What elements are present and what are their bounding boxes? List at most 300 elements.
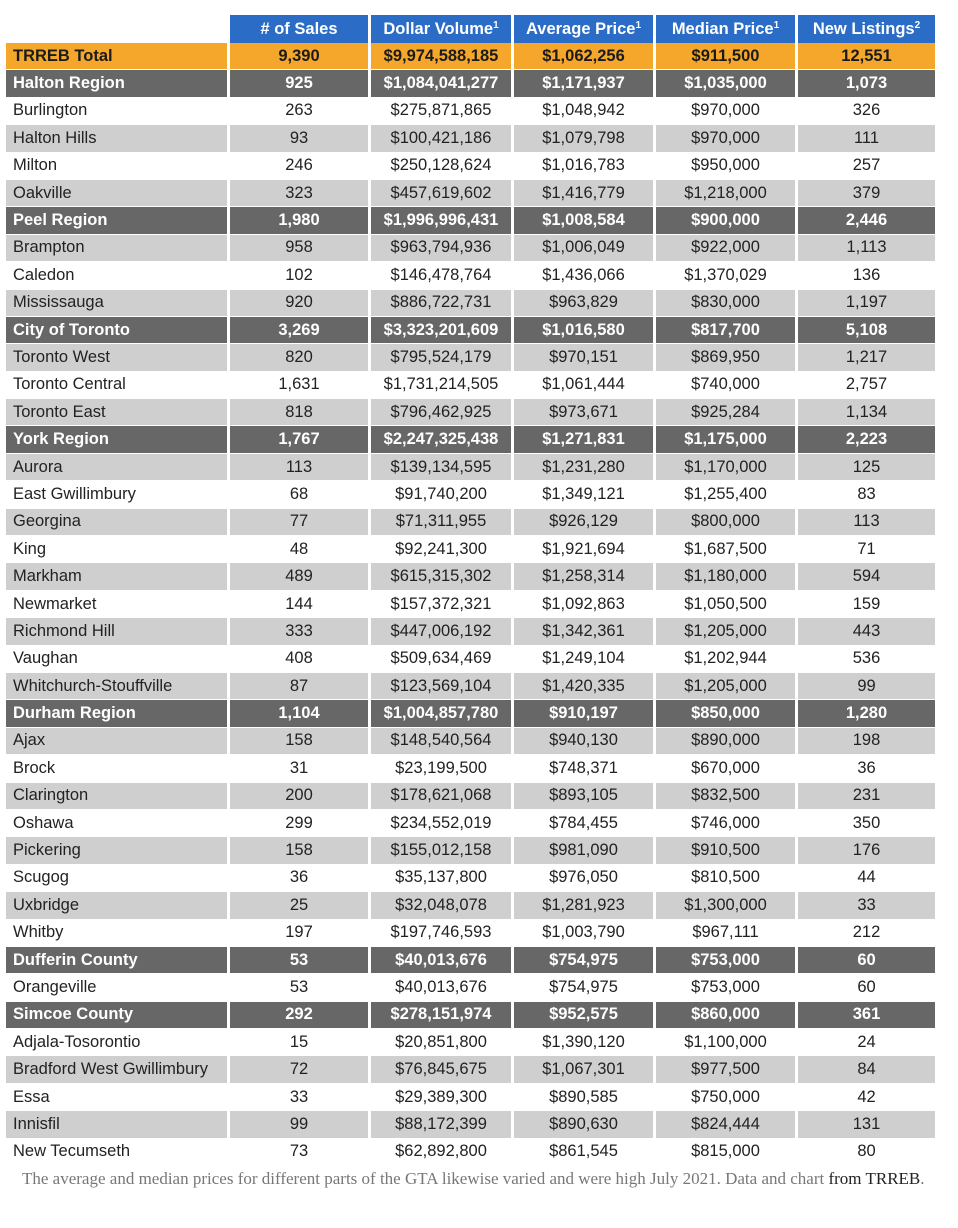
data-cell: $861,545: [514, 1139, 653, 1166]
data-cell: $76,845,675: [371, 1056, 511, 1083]
data-cell: $1,436,066: [514, 262, 653, 289]
table-row: [6, 591, 935, 618]
row-name-cell: Caledon: [6, 262, 227, 289]
row-name-cell: York Region: [6, 426, 227, 453]
data-cell: $817,700: [656, 317, 795, 344]
row-name-cell: Scugog: [6, 865, 227, 892]
data-cell: 2,223: [798, 426, 935, 453]
data-cell: 136: [798, 262, 935, 289]
table-row: [6, 728, 935, 755]
data-cell: $457,619,602: [371, 180, 511, 207]
data-cell: 1,980: [230, 207, 368, 234]
data-cell: $1,092,863: [514, 591, 653, 618]
data-cell: $925,284: [656, 399, 795, 426]
data-cell: 443: [798, 618, 935, 645]
data-cell: $23,199,500: [371, 755, 511, 782]
table-row: [6, 290, 935, 317]
data-cell: $1,281,923: [514, 892, 653, 919]
data-cell: $981,090: [514, 837, 653, 864]
data-cell: 158: [230, 728, 368, 755]
data-cell: $148,540,564: [371, 728, 511, 755]
data-cell: $1,342,361: [514, 618, 653, 645]
table-row: [6, 262, 935, 289]
data-cell: $1,205,000: [656, 618, 795, 645]
data-cell: 83: [798, 481, 935, 508]
data-cell: 60: [798, 974, 935, 1001]
data-cell: $1,006,049: [514, 235, 653, 262]
table-row: [6, 755, 935, 782]
table-row: [6, 974, 935, 1001]
data-cell: 53: [230, 947, 368, 974]
data-cell: 212: [798, 920, 935, 947]
row-name-cell: Markham: [6, 563, 227, 590]
data-cell: $754,975: [514, 974, 653, 1001]
row-name-cell: Halton Region: [6, 70, 227, 97]
sales-table: [3, 15, 938, 1166]
data-cell: $740,000: [656, 372, 795, 399]
data-cell: 292: [230, 1002, 368, 1029]
column-header-2: [371, 15, 511, 43]
data-cell: $1,271,831: [514, 426, 653, 453]
column-header-footnote: 1: [773, 19, 780, 31]
table-row: [6, 563, 935, 590]
data-cell: 1,134: [798, 399, 935, 426]
data-cell: 5,108: [798, 317, 935, 344]
data-cell: $1,079,798: [514, 125, 653, 152]
data-cell: 2,757: [798, 372, 935, 399]
data-cell: $910,500: [656, 837, 795, 864]
row-name-cell: King: [6, 536, 227, 563]
data-cell: $2,247,325,438: [371, 426, 511, 453]
data-cell: 231: [798, 783, 935, 810]
data-cell: $869,950: [656, 344, 795, 371]
header-row: [6, 15, 935, 43]
data-cell: $815,000: [656, 1139, 795, 1166]
header-corner-cell: [6, 15, 227, 43]
data-cell: $88,172,399: [371, 1111, 511, 1138]
data-cell: $1,035,000: [656, 70, 795, 97]
data-cell: 818: [230, 399, 368, 426]
data-cell: 24: [798, 1029, 935, 1056]
data-cell: $911,500: [656, 43, 795, 70]
row-name-cell: Brampton: [6, 235, 227, 262]
column-header-label: Average Price: [525, 19, 636, 38]
data-cell: 536: [798, 646, 935, 673]
row-name-cell: Durham Region: [6, 700, 227, 727]
data-cell: 159: [798, 591, 935, 618]
table-row: [6, 810, 935, 837]
data-cell: $1,218,000: [656, 180, 795, 207]
data-cell: $1,016,783: [514, 153, 653, 180]
data-cell: 125: [798, 454, 935, 481]
data-cell: $1,016,580: [514, 317, 653, 344]
region-row: [6, 947, 935, 974]
figure-caption: [22, 1167, 932, 1191]
column-header-4: [656, 15, 795, 43]
data-cell: 1,073: [798, 70, 935, 97]
data-cell: $1,255,400: [656, 481, 795, 508]
data-cell: $922,000: [656, 235, 795, 262]
data-cell: 920: [230, 290, 368, 317]
table-row: [6, 481, 935, 508]
data-cell: 99: [798, 673, 935, 700]
row-name-cell: Vaughan: [6, 646, 227, 673]
row-name-cell: New Tecumseth: [6, 1139, 227, 1166]
data-cell: 12,551: [798, 43, 935, 70]
caption-end: .: [920, 1169, 925, 1188]
data-cell: 1,280: [798, 700, 935, 727]
row-name-cell: Toronto East: [6, 399, 227, 426]
data-cell: 15: [230, 1029, 368, 1056]
data-cell: $35,137,800: [371, 865, 511, 892]
data-cell: $970,151: [514, 344, 653, 371]
table-row: [6, 618, 935, 645]
data-cell: 84: [798, 1056, 935, 1083]
data-cell: $795,524,179: [371, 344, 511, 371]
data-cell: 408: [230, 646, 368, 673]
region-row: [6, 317, 935, 344]
column-header-5: [798, 15, 935, 43]
table-row: [6, 892, 935, 919]
data-cell: $967,111: [656, 920, 795, 947]
table-row: [6, 1111, 935, 1138]
data-cell: $250,128,624: [371, 153, 511, 180]
data-cell: $1,062,256: [514, 43, 653, 70]
data-cell: $748,371: [514, 755, 653, 782]
row-name-cell: Toronto Central: [6, 372, 227, 399]
data-cell: $976,050: [514, 865, 653, 892]
row-name-cell: TRREB Total: [6, 43, 227, 70]
row-name-cell: Aurora: [6, 454, 227, 481]
region-row: [6, 207, 935, 234]
table-row: [6, 235, 935, 262]
table-row: [6, 837, 935, 864]
data-cell: $890,630: [514, 1111, 653, 1138]
data-cell: $29,389,300: [371, 1084, 511, 1111]
data-cell: $890,000: [656, 728, 795, 755]
data-cell: $234,552,019: [371, 810, 511, 837]
data-cell: $178,621,068: [371, 783, 511, 810]
data-cell: $963,829: [514, 290, 653, 317]
row-name-cell: Whitby: [6, 920, 227, 947]
data-cell: $40,013,676: [371, 947, 511, 974]
data-cell: $1,067,301: [514, 1056, 653, 1083]
data-cell: $1,170,000: [656, 454, 795, 481]
data-cell: $824,444: [656, 1111, 795, 1138]
data-cell: $830,000: [656, 290, 795, 317]
data-cell: 361: [798, 1002, 935, 1029]
row-name-cell: Brock: [6, 755, 227, 782]
column-header-footnote: 1: [493, 19, 499, 31]
data-cell: $1,171,937: [514, 70, 653, 97]
row-name-cell: Ajax: [6, 728, 227, 755]
table-row: [6, 865, 935, 892]
data-cell: $32,048,078: [371, 892, 511, 919]
data-cell: $1,100,000: [656, 1029, 795, 1056]
data-cell: 77: [230, 509, 368, 536]
total-row: [6, 43, 935, 70]
region-row: [6, 70, 935, 97]
table-row: [6, 98, 935, 125]
data-cell: 31: [230, 755, 368, 782]
region-row: [6, 700, 935, 727]
data-cell: 333: [230, 618, 368, 645]
data-cell: $100,421,186: [371, 125, 511, 152]
column-header-label: Dollar Volume: [383, 19, 494, 38]
data-cell: 73: [230, 1139, 368, 1166]
data-cell: $1,048,942: [514, 98, 653, 125]
data-cell: $860,000: [656, 1002, 795, 1029]
data-cell: $155,012,158: [371, 837, 511, 864]
row-name-cell: Uxbridge: [6, 892, 227, 919]
data-cell: 158: [230, 837, 368, 864]
data-cell: 925: [230, 70, 368, 97]
row-name-cell: Georgina: [6, 509, 227, 536]
data-cell: 1,631: [230, 372, 368, 399]
data-cell: $275,871,865: [371, 98, 511, 125]
data-cell: $893,105: [514, 783, 653, 810]
data-cell: 113: [798, 509, 935, 536]
data-cell: 3,269: [230, 317, 368, 344]
data-cell: $139,134,595: [371, 454, 511, 481]
row-name-cell: Toronto West: [6, 344, 227, 371]
data-cell: $1,258,314: [514, 563, 653, 590]
data-cell: $754,975: [514, 947, 653, 974]
data-cell: $447,006,192: [371, 618, 511, 645]
data-cell: $123,569,104: [371, 673, 511, 700]
data-cell: $278,151,974: [371, 1002, 511, 1029]
data-cell: $1,921,694: [514, 536, 653, 563]
data-cell: $157,372,321: [371, 591, 511, 618]
data-cell: $146,478,764: [371, 262, 511, 289]
row-name-cell: Oakville: [6, 180, 227, 207]
column-header-footnote: 2: [914, 19, 921, 31]
data-cell: 489: [230, 563, 368, 590]
data-cell: $1,370,029: [656, 262, 795, 289]
row-name-cell: Innisfil: [6, 1111, 227, 1138]
data-cell: $1,003,790: [514, 920, 653, 947]
data-cell: 53: [230, 974, 368, 1001]
table-row: [6, 536, 935, 563]
row-name-cell: Dufferin County: [6, 947, 227, 974]
data-cell: $753,000: [656, 974, 795, 1001]
row-name-cell: East Gwillimbury: [6, 481, 227, 508]
data-cell: $3,323,201,609: [371, 317, 511, 344]
data-cell: $9,974,588,185: [371, 43, 511, 70]
data-cell: $1,205,000: [656, 673, 795, 700]
data-cell: $1,687,500: [656, 536, 795, 563]
data-cell: $750,000: [656, 1084, 795, 1111]
data-cell: 197: [230, 920, 368, 947]
data-cell: 68: [230, 481, 368, 508]
data-cell: $1,416,779: [514, 180, 653, 207]
caption-source-link[interactable]: from TRREB: [828, 1169, 921, 1188]
caption-text: The average and median prices for different parts of the GTA likewise varied and were high July 2021. Data and chart: [22, 1169, 829, 1188]
table-row: [6, 509, 935, 536]
data-cell: $973,671: [514, 399, 653, 426]
data-cell: 200: [230, 783, 368, 810]
data-cell: $952,575: [514, 1002, 653, 1029]
data-cell: $1,390,120: [514, 1029, 653, 1056]
table-row: [6, 1084, 935, 1111]
data-cell: $784,455: [514, 810, 653, 837]
table-row: [6, 1139, 935, 1166]
table-row: [6, 646, 935, 673]
data-cell: 1,113: [798, 235, 935, 262]
data-cell: $977,500: [656, 1056, 795, 1083]
table-row: [6, 153, 935, 180]
data-cell: $1,996,996,431: [371, 207, 511, 234]
table-row: [6, 344, 935, 371]
data-cell: $800,000: [656, 509, 795, 536]
data-cell: 958: [230, 235, 368, 262]
row-name-cell: Newmarket: [6, 591, 227, 618]
data-cell: $810,500: [656, 865, 795, 892]
column-header-label: # of Sales: [260, 19, 338, 38]
data-cell: $40,013,676: [371, 974, 511, 1001]
data-cell: $1,050,500: [656, 591, 795, 618]
table-body: [6, 43, 935, 1166]
data-cell: 379: [798, 180, 935, 207]
data-cell: $71,311,955: [371, 509, 511, 536]
table-row: [6, 673, 935, 700]
data-cell: $796,462,925: [371, 399, 511, 426]
table-row: [6, 454, 935, 481]
data-cell: $753,000: [656, 947, 795, 974]
data-cell: $615,315,302: [371, 563, 511, 590]
data-cell: $1,180,000: [656, 563, 795, 590]
data-cell: 33: [798, 892, 935, 919]
table-row: [6, 783, 935, 810]
table-row: [6, 180, 935, 207]
data-cell: 326: [798, 98, 935, 125]
column-header-label: New Listings: [812, 19, 915, 38]
row-name-cell: Burlington: [6, 98, 227, 125]
row-name-cell: Milton: [6, 153, 227, 180]
data-cell: 36: [798, 755, 935, 782]
row-name-cell: City of Toronto: [6, 317, 227, 344]
data-cell: 246: [230, 153, 368, 180]
data-cell: 323: [230, 180, 368, 207]
data-cell: 131: [798, 1111, 935, 1138]
data-cell: 72: [230, 1056, 368, 1083]
table-row: [6, 1056, 935, 1083]
data-cell: 80: [798, 1139, 935, 1166]
sales-table-container: [6, 15, 940, 1166]
row-name-cell: Clarington: [6, 783, 227, 810]
row-name-cell: Essa: [6, 1084, 227, 1111]
data-cell: 820: [230, 344, 368, 371]
row-name-cell: Halton Hills: [6, 125, 227, 152]
data-cell: $1,004,857,780: [371, 700, 511, 727]
data-cell: 176: [798, 837, 935, 864]
row-name-cell: Oshawa: [6, 810, 227, 837]
data-cell: $746,000: [656, 810, 795, 837]
data-cell: $963,794,936: [371, 235, 511, 262]
row-name-cell: Richmond Hill: [6, 618, 227, 645]
row-name-cell: Orangeville: [6, 974, 227, 1001]
region-row: [6, 426, 935, 453]
data-cell: 1,217: [798, 344, 935, 371]
data-cell: 350: [798, 810, 935, 837]
data-cell: $970,000: [656, 98, 795, 125]
data-cell: 9,390: [230, 43, 368, 70]
data-cell: $910,197: [514, 700, 653, 727]
data-cell: 113: [230, 454, 368, 481]
row-name-cell: Whitchurch-Stouffville: [6, 673, 227, 700]
table-row: [6, 372, 935, 399]
data-cell: $940,130: [514, 728, 653, 755]
row-name-cell: Bradford West Gwillimbury: [6, 1056, 227, 1083]
data-cell: 144: [230, 591, 368, 618]
data-cell: $950,000: [656, 153, 795, 180]
data-cell: 60: [798, 947, 935, 974]
data-cell: $20,851,800: [371, 1029, 511, 1056]
data-cell: $1,061,444: [514, 372, 653, 399]
data-cell: 1,197: [798, 290, 935, 317]
data-cell: 87: [230, 673, 368, 700]
data-cell: 99: [230, 1111, 368, 1138]
column-header-1: [230, 15, 368, 43]
data-cell: $1,300,000: [656, 892, 795, 919]
data-cell: 36: [230, 865, 368, 892]
data-cell: $91,740,200: [371, 481, 511, 508]
data-cell: $926,129: [514, 509, 653, 536]
table-row: [6, 125, 935, 152]
table-row: [6, 1029, 935, 1056]
data-cell: $890,585: [514, 1084, 653, 1111]
row-name-cell: Adjala-Tosorontio: [6, 1029, 227, 1056]
data-cell: 1,104: [230, 700, 368, 727]
column-header-3: [514, 15, 653, 43]
data-cell: $509,634,469: [371, 646, 511, 673]
data-cell: 102: [230, 262, 368, 289]
table-header: [6, 15, 935, 43]
data-cell: $92,241,300: [371, 536, 511, 563]
data-cell: 48: [230, 536, 368, 563]
data-cell: $1,084,041,277: [371, 70, 511, 97]
data-cell: 257: [798, 153, 935, 180]
data-cell: $832,500: [656, 783, 795, 810]
data-cell: $970,000: [656, 125, 795, 152]
row-name-cell: Peel Region: [6, 207, 227, 234]
data-cell: $900,000: [656, 207, 795, 234]
data-cell: $850,000: [656, 700, 795, 727]
row-name-cell: Mississauga: [6, 290, 227, 317]
column-header-footnote: 1: [635, 19, 642, 31]
data-cell: $1,349,121: [514, 481, 653, 508]
data-cell: $1,008,584: [514, 207, 653, 234]
data-cell: $886,722,731: [371, 290, 511, 317]
region-row: [6, 1002, 935, 1029]
data-cell: 594: [798, 563, 935, 590]
data-cell: 71: [798, 536, 935, 563]
table-row: [6, 399, 935, 426]
data-cell: 263: [230, 98, 368, 125]
data-cell: 33: [230, 1084, 368, 1111]
data-cell: 44: [798, 865, 935, 892]
data-cell: 198: [798, 728, 935, 755]
data-cell: $62,892,800: [371, 1139, 511, 1166]
data-cell: $1,249,104: [514, 646, 653, 673]
data-cell: 25: [230, 892, 368, 919]
data-cell: $1,231,280: [514, 454, 653, 481]
column-header-label: Median Price: [671, 19, 774, 38]
data-cell: 111: [798, 125, 935, 152]
data-cell: $1,420,335: [514, 673, 653, 700]
data-cell: $1,731,214,505: [371, 372, 511, 399]
data-cell: 299: [230, 810, 368, 837]
